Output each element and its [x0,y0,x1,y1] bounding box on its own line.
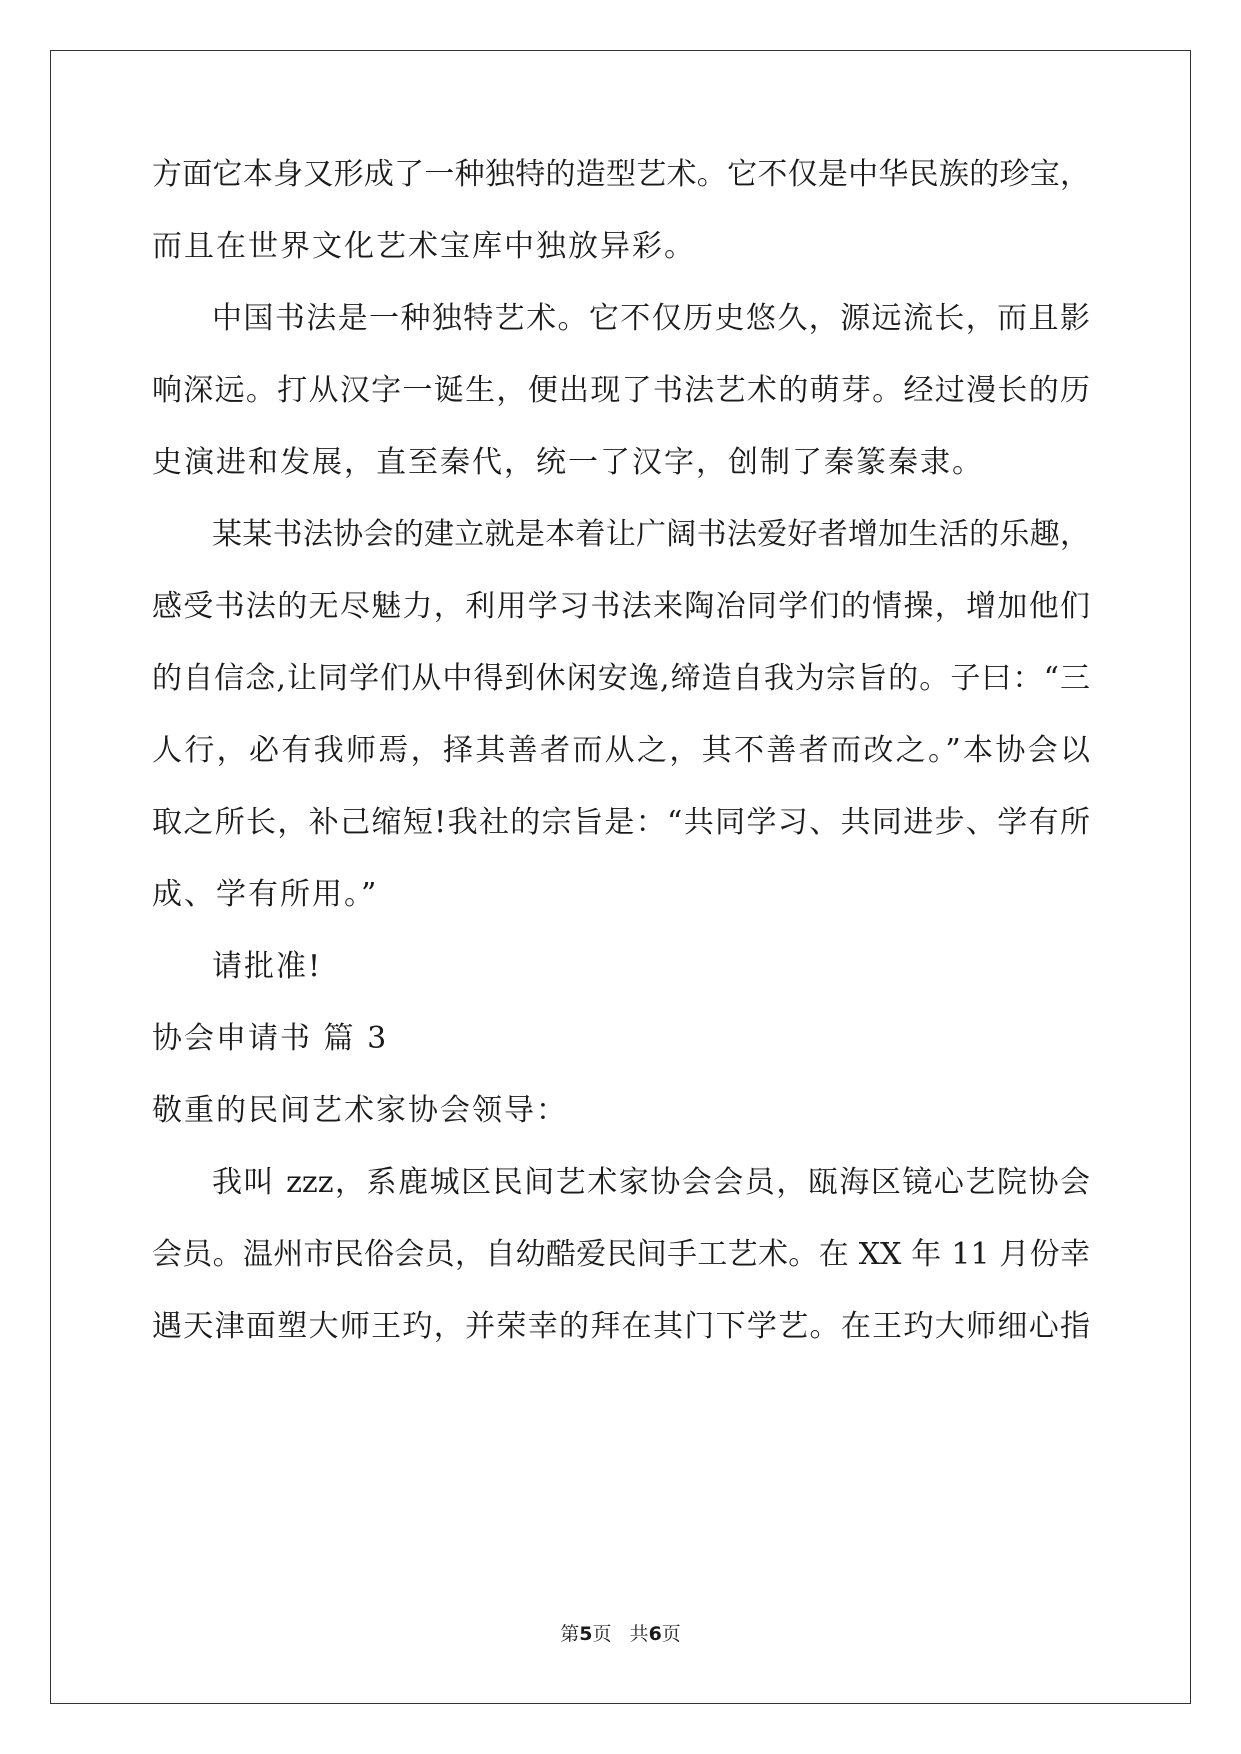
text-line: 我叫 zzz，系鹿城区民间艺术家协会会员，瓯海区镜心艺院协会 [212,1165,1090,1200]
text-line: 方面它本身又形成了一种独特的造型艺术。它不仅是中华民族的珍宝， [152,157,1090,192]
text-line: 成、学有所用。” [152,877,379,912]
page-footer [0,1622,1241,1646]
section-heading: 协会申请书 篇 3 [152,1021,389,1056]
text-line: 史演进和发展，直至秦代，统一了汉字，创制了秦篆秦隶。 [152,445,984,480]
footer-page-mid: 页 共 [592,1623,649,1645]
text-line: 某某书法协会的建立就是本着让广阔书法爱好者增加生活的乐趣， [212,517,1090,552]
text-line: 而且在世界文化艺术宝库中独放异彩。 [152,229,696,264]
text-line: 遇天津面塑大师王玓，并荣幸的拜在其门下学艺。在王玓大师细心指 [152,1309,1090,1344]
salutation: 敬重的民间艺术家协会领导： [152,1093,568,1128]
text-line: 感受书法的无尽魅力，利用学习书法来陶冶同学们的情操，增加他们 [152,589,1090,624]
text-line: 的自信念,让同学们从中得到休闲安逸,缔造自我为宗旨的。子曰：“三 [152,661,1090,696]
text-line: 取之所长，补己缩短!我社的宗旨是：“共同学习、共同进步、学有所 [152,805,1090,840]
footer-page-total: 6 [648,1623,662,1645]
footer-page-current: 5 [579,1623,593,1645]
text-line: 会员。温州市民俗会员，自幼酷爱民间手工艺术。在 XX 年 11 月份幸 [152,1237,1090,1272]
footer-page-prefix: 第 [560,1623,580,1645]
text-line: 中国书法是一种独特艺术。它不仅历史悠久，源远流长，而且影 [212,301,1090,336]
text-line: 人行，必有我师焉，择其善者而从之，其不善者而改之。”本协会以 [152,733,1090,768]
text-line: 响深远。打从汉字一诞生，便出现了书法艺术的萌芽。经过漫长的历 [152,373,1090,408]
footer-page-suffix: 页 [661,1623,681,1645]
text-line: 请批准! [212,949,323,984]
